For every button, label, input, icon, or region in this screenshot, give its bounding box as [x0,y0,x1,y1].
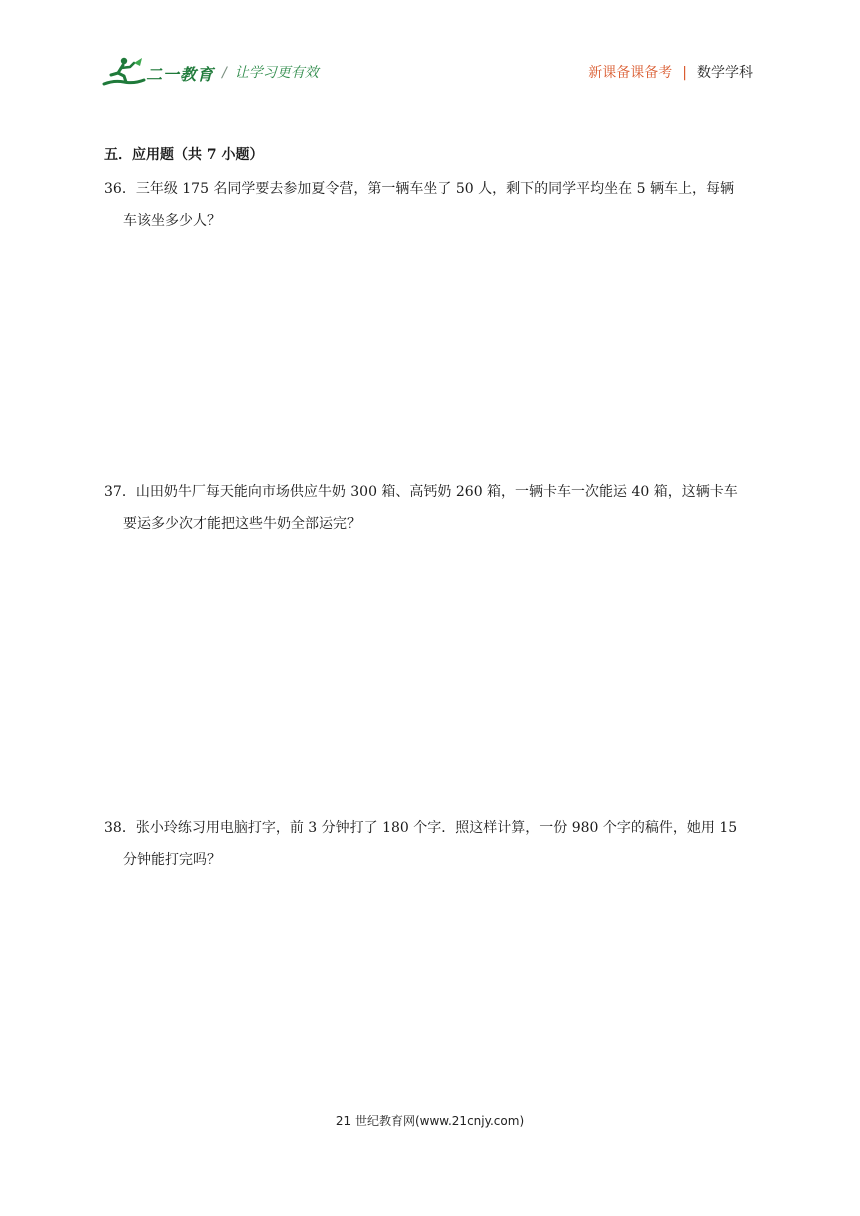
question-text-continued: 分钟能打完吗？ [123,852,221,868]
site-logo [100,54,220,94]
section-title: 五．应用题（共 7 小题） [104,147,264,163]
page-footer: 21 世纪教育网(www.21cnjy.com) [335,1114,525,1128]
logo-text: 二一教育 [146,65,215,84]
question-text: 36．三年级 175 名同学要去参加夏令营，第一辆车坐了 50 人，剩下的同学平均坐在 5 辆车上，每辆 [104,181,734,197]
question-text: 38．张小玲练习用电脑打字，前 3 分钟打了 180 个字．照这样计算，一份 980 个字的稿件，她用 15 [104,820,738,836]
question-38 [104,812,764,876]
slogan [222,62,319,82]
slogan-separator: / [222,65,227,81]
header-separator: | [682,65,687,81]
question-37 [104,476,764,540]
subject-label: 数学学科 [697,65,753,81]
question-36 [104,173,764,237]
page-header [0,0,860,110]
question-text-continued: 车该坐多少人？ [123,213,221,229]
runner-logo-icon [100,54,148,90]
question-text-continued: 要运多少次才能把这些牛奶全部运完？ [123,516,361,532]
course-label: 新课备课备考 [588,65,673,81]
header-course-info [588,62,753,82]
question-text: 37．山田奶牛厂每天能向市场供应牛奶 300 箱、高钙奶 260 箱，一辆卡车一次能运 40 箱，这辆卡车 [104,484,738,500]
slogan-text: 让学习更有效 [234,65,319,81]
